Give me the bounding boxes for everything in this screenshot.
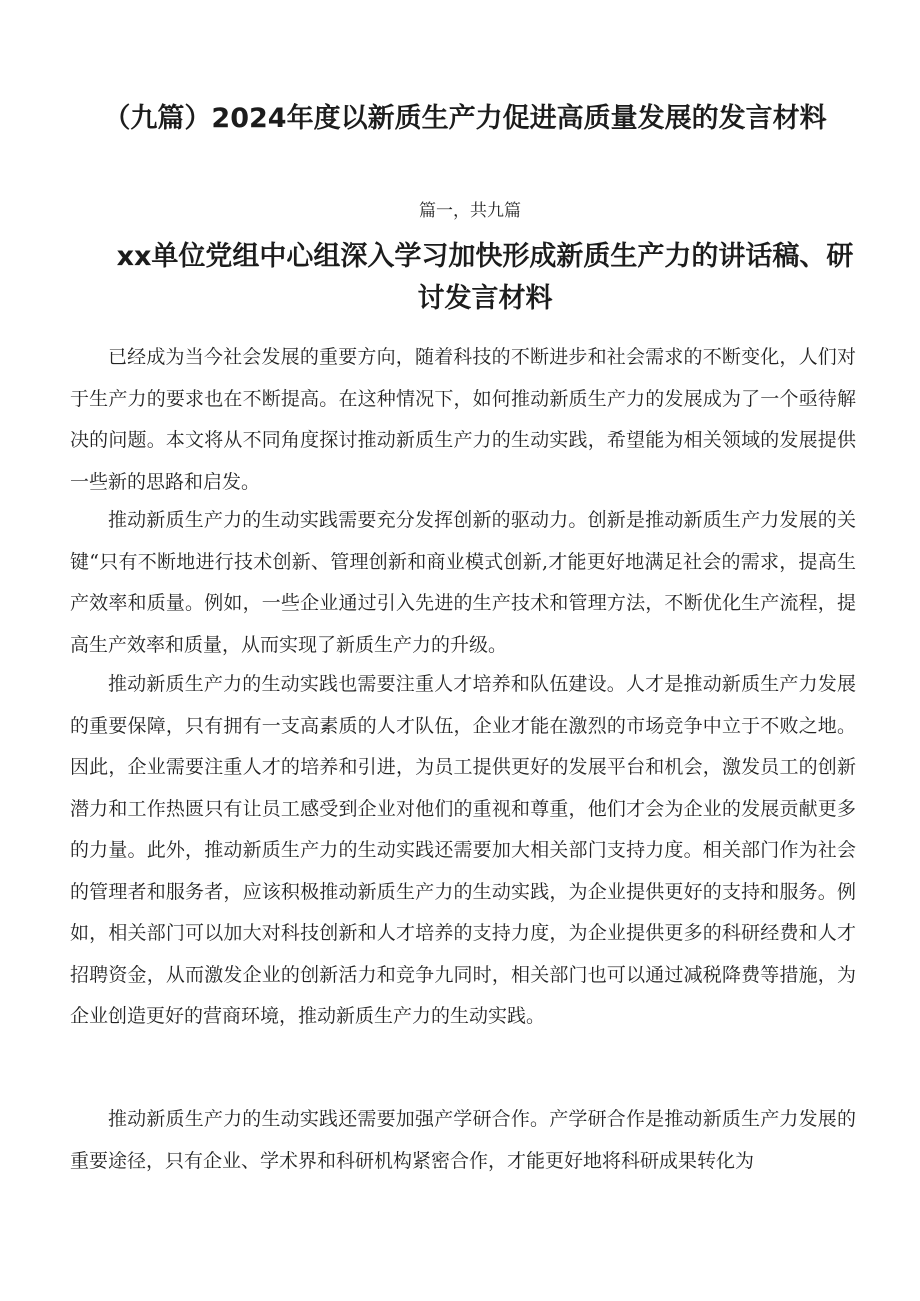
paragraph: 推动新质生产力的生动实践也需要注重人才培养和队伍建设。人才是推动新质生产力发展的重要保障，只有拥有一支高素质的人才队伍，企业才能在激烈的市场竞争中立于不败之地。因此，企业需要注重人才的培养和引进，为员工提供更好的发展平台和机会，激发员工的创新潜力和工作热匮只有让员工感受到企业对他们的重视和尊重，他们才会为企业的发展贡献更多的力量。此外，推动新质生产力的生动实践还需要加大相关部门支持力度。相关部门作为社会的管理者和服务者，应该积极推动新质生产力的生动实践，为企业提供更好的支持和服务。例如，相关部门可以加大对科技创新和人才培养的支持力度，为企业提供更多的科研经费和人才招聘资金，从而激发企业的创新活力和竞争九同时，相关部门也可以通过减税降费等措施，为企业创造更好的营商环境，推动新质生产力的生动实践。 bbox=[70, 673, 856, 1027]
section-title: xx单位党组中心组深入学习加快形成新质生产力的讲话稿、研讨发言材料 bbox=[116, 241, 854, 314]
paragraph: 推动新质生产力的生动实践还需要加强产学研合作。产学研合作是推动新质生产力发展的重要途径，只有企业、学术界和科研机构紧密合作，才能更好地将科研成果转化为 bbox=[70, 1108, 856, 1172]
document-title: （九篇）2024年度以新质生产力促进高质量发展的发言材料 bbox=[103, 103, 827, 134]
part-label: 篇一，共九篇 bbox=[419, 201, 521, 221]
paragraph: 已经成为当今社会发展的重要方向，随着科技的不断进步和社会需求的不断变化，人们对于生产力的要求也在不断提高。在这种情况下，如何推动新质生产力的发展成为了一个亟待解决的问题。本文将从不同角度探讨推动新质生产力的生动实践，希望能为相关领域的发展提供一些新的思路和启发。 bbox=[70, 346, 856, 493]
paragraph: 推动新质生产力的生动实践需要充分发挥创新的驱动力。创新是推动新质生产力发展的关键“只有不断地进行技术创新、管理创新和商业模式创新,才能更好地满足社会的需求，提高生产效率和质量。例如，一些企业通过引入先进的生产技术和管理方法，不断优化生产流程，提高生产效率和质量，从而实现了新质生产力的升级。 bbox=[70, 509, 856, 656]
